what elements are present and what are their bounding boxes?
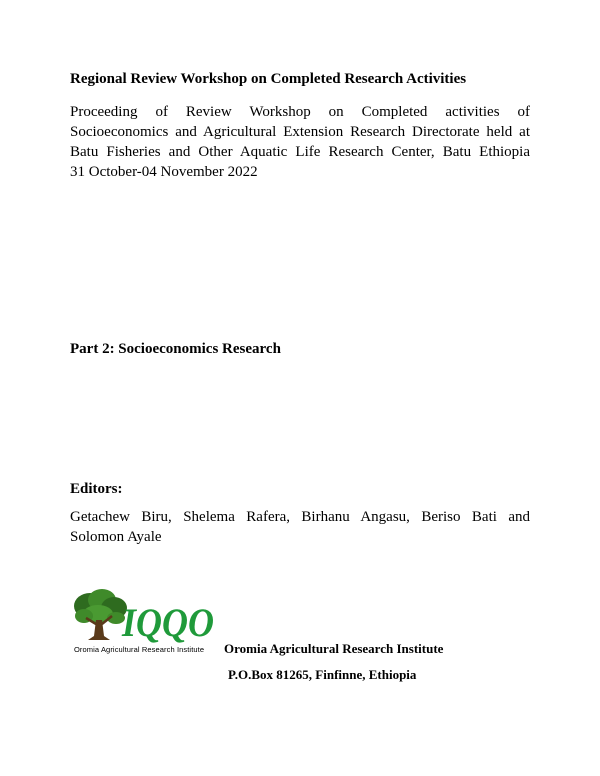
publisher-address: P.O.Box 81265, Finfinne, Ethiopia (228, 667, 417, 682)
proceeding-line-2: Socioeconomics and Agricultural Extension Research Directorate held at (70, 124, 530, 140)
publisher-name: Oromia Agricultural Research Institute (224, 641, 444, 656)
document-title: Regional Review Workshop on Completed Research Activities (70, 71, 467, 87)
proceeding-description (70, 102, 530, 182)
editors-list (70, 507, 530, 547)
logo-subtitle: Oromia Agricultural Research Institute (74, 645, 205, 654)
editors-line-2: Solomon Ayale (70, 529, 162, 545)
proceeding-line-4: 31 October-04 November 2022 (70, 164, 258, 180)
proceeding-line-3: Batu Fisheries and Other Aquatic Life Research Center, Batu Ethiopia (70, 144, 530, 160)
editors-heading: Editors: (70, 481, 123, 497)
tree-icon (74, 589, 127, 640)
editors-line-1: Getachew Biru, Shelema Rafera, Birhanu Angasu, Beriso Bati and (70, 509, 530, 525)
logo-wordmark: IQQO (121, 600, 214, 645)
part-heading: Part 2: Socioeconomics Research (70, 341, 281, 357)
proceeding-line-1: Proceeding of Review Workshop on Completed activities of (70, 104, 530, 120)
